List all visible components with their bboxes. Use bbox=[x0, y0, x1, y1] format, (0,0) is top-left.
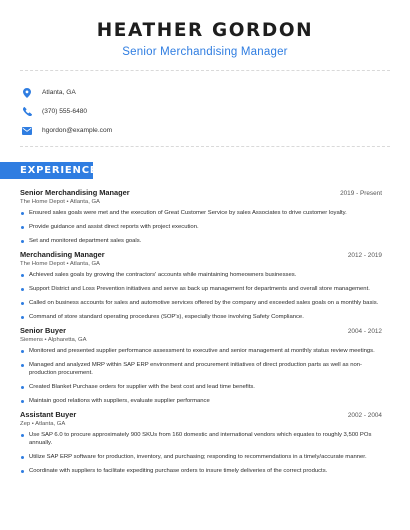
divider bbox=[20, 70, 390, 71]
job-title: Merchandising Manager bbox=[20, 250, 105, 259]
bullet-item: Utilize SAP ERP software for production, inventory, and purchasing; responding to recommendations in a timely/accurate manner. bbox=[20, 453, 382, 461]
job-dates: 2004 - 2012 bbox=[347, 328, 382, 335]
bullet-item: Set and monitored department sales goals. bbox=[20, 237, 382, 245]
bullet-item: Coordinate with suppliers to facilitate expediting purchase orders to insure timely deliveries of the correct products. bbox=[20, 467, 382, 475]
location-icon bbox=[22, 88, 32, 98]
contact-email bbox=[22, 121, 112, 140]
contact-location-text: Atlanta, GA bbox=[42, 89, 76, 96]
divider bbox=[20, 146, 390, 147]
candidate-title: Senior Merchandising Manager bbox=[122, 46, 288, 58]
job-entry bbox=[20, 326, 382, 405]
job-dates: 2019 - Present bbox=[340, 190, 382, 197]
bullet-item: Created Blanket Purchase orders for supplier with the best cost and lead time benefits. bbox=[20, 383, 382, 391]
bullet-item: Use SAP 6.0 to procure approximately 900 SKUs from 160 domestic and international vendors which equates to roughly 3,500 POs annually. bbox=[20, 431, 382, 447]
job-bullets bbox=[20, 347, 382, 405]
job-entry bbox=[20, 188, 382, 245]
bullet-item: Maintain good relations with suppliers, evaluate supplier performance bbox=[20, 397, 382, 405]
contact-list bbox=[22, 83, 112, 140]
bullet-item: Provide guidance and assist direct reports with project execution. bbox=[20, 223, 382, 231]
contact-phone-text: (370) 555-6480 bbox=[42, 108, 88, 115]
bullet-item: Managed and analyzed MRP within SAP ERP environment and procurement initiatives of direct production parts as well as non-production procurement. bbox=[20, 361, 382, 377]
bullet-item: Monitored and presented supplier performance assessment to executive and senior management at monthly status review meetings. bbox=[20, 347, 382, 355]
job-company: The Home Depot • Atlanta, GA bbox=[20, 199, 100, 205]
candidate-name: HEATHER GORDON bbox=[96, 20, 314, 41]
experience-section-heading: EXPERIENCE bbox=[0, 162, 93, 179]
job-company: Siemens • Alpharetta, GA bbox=[20, 337, 87, 343]
job-entry bbox=[20, 250, 382, 321]
contact-email-text: hgordon@example.com bbox=[42, 127, 113, 134]
phone-icon bbox=[22, 107, 32, 117]
email-icon bbox=[22, 126, 32, 136]
bullet-item: Called on business accounts for sales and automotive services offered by the company and exceeded sales goals on a monthly basis. bbox=[20, 299, 382, 307]
bullet-item: Ensured sales goals were met and the execution of Great Customer Service by sales Associates to drive customer loyalty. bbox=[20, 209, 382, 217]
job-bullets bbox=[20, 271, 382, 321]
bullet-item: Support District and Loss Prevention initiatives and serve as back up management for departments and overall store management. bbox=[20, 285, 382, 293]
job-title: Senior Merchandising Manager bbox=[20, 188, 130, 197]
job-bullets bbox=[20, 209, 382, 245]
job-bullets bbox=[20, 431, 382, 475]
job-title: Senior Buyer bbox=[20, 326, 67, 335]
job-entry bbox=[20, 410, 382, 475]
resume-header bbox=[0, 0, 410, 58]
bullet-item: Command of store standard operating procedures (SOP's), especially those involving Safety Compliance. bbox=[20, 313, 382, 321]
experience-list bbox=[20, 188, 382, 480]
contact-phone bbox=[22, 102, 112, 121]
job-dates: 2002 - 2004 bbox=[347, 412, 382, 419]
contact-location bbox=[22, 83, 112, 102]
job-company: Zep • Atlanta, GA bbox=[20, 421, 66, 427]
job-title: Assistant Buyer bbox=[20, 410, 77, 419]
job-dates: 2012 - 2019 bbox=[347, 252, 382, 259]
bullet-item: Achieved sales goals by growing the contractors' accounts while maintaining homeowners businesses. bbox=[20, 271, 382, 279]
job-company: The Home Depot • Atlanta, GA bbox=[20, 261, 100, 267]
